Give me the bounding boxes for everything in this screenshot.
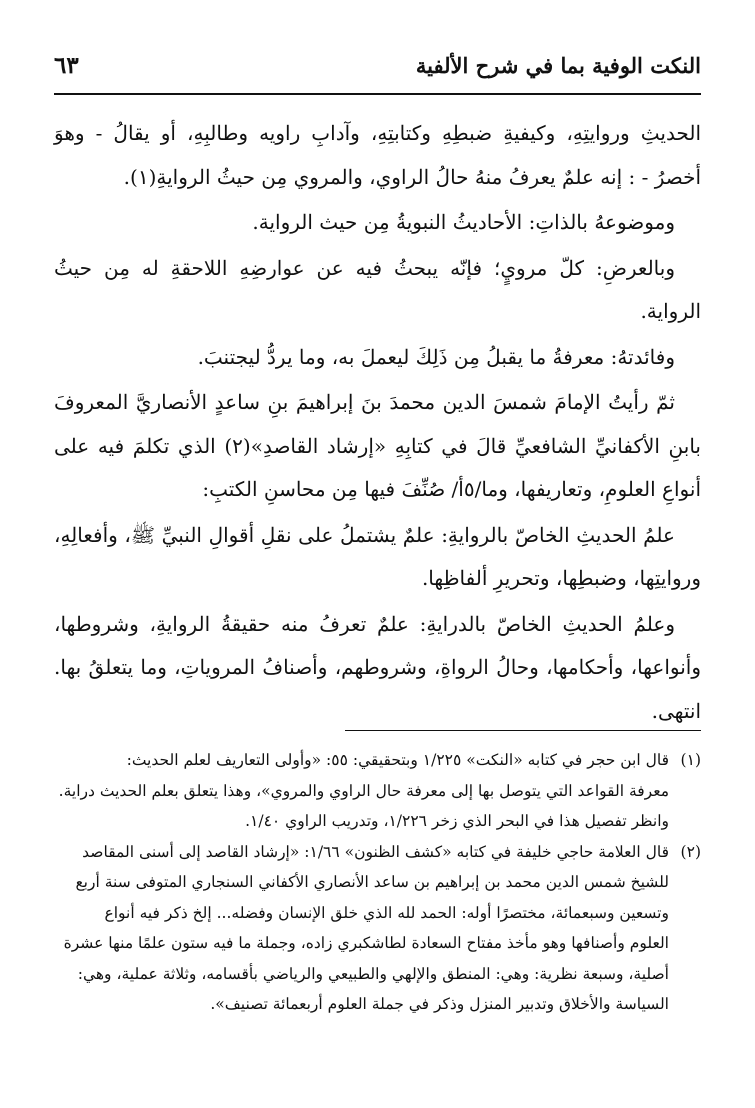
footnote-text xyxy=(54,745,669,837)
footnote-line: السياسة والأخلاق وتدبير المنزل وذكر في جملة العلوم أربعمائة تصنيف». xyxy=(210,995,669,1013)
footnote-line: وتسعين وسبعمائة، مختصرًا أوله: الحمد لله الذي خلق الإنسان وفضله... إلخ ذكر فيه أنواع xyxy=(104,903,669,922)
page-number: ٦٣ xyxy=(54,52,79,79)
footnote-line: العلوم وأصنافها وهو مأخذ مفتاح السعادة لطاشكبري زاده، وجملة ما فيه ستون علمًا منها عشرة xyxy=(63,934,669,952)
footnote-number: (١) xyxy=(680,751,701,769)
running-header xyxy=(54,52,701,79)
footnote-number: (٢) xyxy=(680,842,701,861)
paragraph-definition: الحديثِ وروايتِهِ، وكيفيةِ ضبطِهِ وكتابتِهِ، وآدابِ راويه وطالبِهِ، أو يقالُ - وهوَ أخصرُ - : إنه علمٌ يعرفُ منهُ حالُ الراوي، والمروي مِن حيثُ الروايةِ(١). xyxy=(54,121,701,189)
paragraph-accidental: وبالعرضِ: كلّ مرويٍ؛ فإنّه يبحثُ فيه عن عوارضِهِ اللاحقةِ له مِن حيثُ الرواية. xyxy=(54,255,701,323)
paragraph-akfani-quote: ثمّ رأيتُ الإمامَ شمسَ الدين محمدَ بنَ إبراهيمَ بنِ ساعدٍ الأنصاريَّ المعروفَ بابنِ الأكفانيِّ الشافعيِّ قالَ في كتابِهِ «إرشاد القاصدِ»(٢) الذي تكلمَ فيه على أنواعِ العلومِ، وتعاريفها، وما/٥أ/ صُنِّفَ فيها مِن محاسنِ الكتبِ: xyxy=(54,390,702,501)
main-text xyxy=(54,112,701,733)
footnote-line: قال العلامة حاجي خليفة في كتابه «كشف الظنون» ١/٦٦: «إرشاد القاصد إلى أسنى المقاصد xyxy=(82,842,669,861)
paragraph-riwaya: علمُ الحديثِ الخاصّ بالروايةِ: علمٌ يشتملُ على نقلِ أقوالِ النبيِّ ﷺ، وأفعالِهِ، وروايتِها، وضبطِها، وتحريرِ ألفاظِها. xyxy=(54,522,701,590)
footnote-line: وانظر تفصيل هذا في البحر الذي زخر ١/٢٢٦، وتدريب الراوي ١/٤٠. xyxy=(245,812,669,830)
footnote-divider xyxy=(345,730,701,731)
paragraph-subject: وموضوعهُ بالذاتِ: الأحاديثُ النبويةُ مِن حيث الرواية. xyxy=(252,210,675,234)
footnote-2 xyxy=(54,837,701,1020)
footnote-line: قال ابن حجر في كتابه «النكت» ١/٢٢٥ وبتحقيقي: ٥٥: «وأولى التعاريف لعلم الحديث: xyxy=(126,751,669,769)
footnotes xyxy=(54,745,701,1020)
footnote-line: معرفة القواعد التي يتوصل بها إلى معرفة حال الراوي والمروي»، وهذا يتعلق بعلم الحديث دراية. xyxy=(58,781,669,800)
footnote-line: أصلية، وسبعة نظرية: وهي: المنطق والإلهي والطبيعي والرياضي بأقسامه، وثلاثة عملية، وهي: xyxy=(77,964,669,983)
paragraph-benefit: وفائدتهُ: معرفةُ ما يقبلُ مِن ذَلِكَ ليعملَ به، وما يردُّ ليجتنبَ. xyxy=(197,344,675,369)
footnote-line: للشيخ شمس الدين محمد بن إبراهيم بن ساعد الأنصاري الأكفاني السنجاري المتوفى سنة أربع xyxy=(75,873,669,891)
paragraph-diraya: وعلمُ الحديثِ الخاصّ بالدرايةِ: علمٌ تعرفُ منه حقيقةُ الروايةِ، وشروطها، وأنواعها، وأحكامها، وحالُ الرواةِ، وشروطهم، وأصنافُ المروياتِ، وما يتعلقُ بها. انتهى. xyxy=(54,611,701,723)
footnote-1 xyxy=(54,745,701,837)
footnote-text xyxy=(54,837,669,1020)
book-title: النكت الوفية بما في شرح الألفية xyxy=(415,53,701,78)
header-divider xyxy=(54,93,701,95)
